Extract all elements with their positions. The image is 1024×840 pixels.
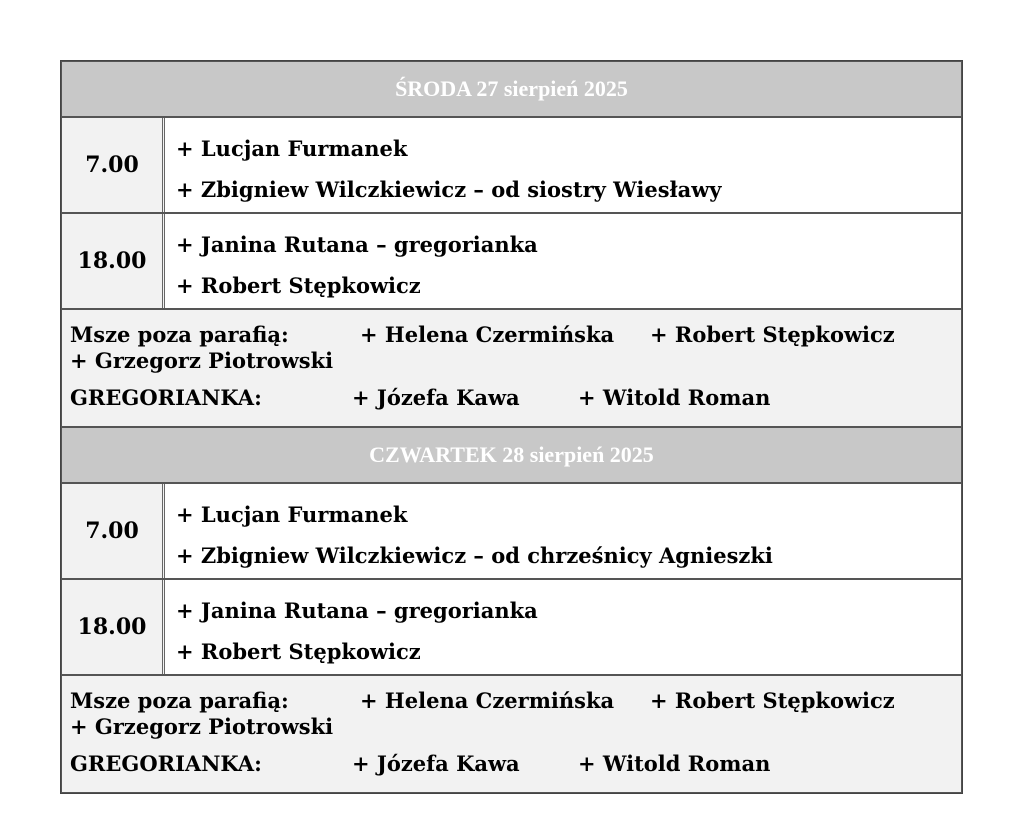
gregorian-intention: + Witold Roman xyxy=(578,751,771,776)
intention: + Lucjan Furmanek xyxy=(176,136,408,161)
outside-intention: + Robert Stępkowicz xyxy=(650,322,895,347)
intention: + Zbigniew Wilczkiewicz – od chrześnicy Agnieszki xyxy=(176,543,773,568)
outside-parish-block xyxy=(61,675,962,793)
day-title: ŚRODA 27 sierpień 2025 xyxy=(395,76,628,101)
mass-time: 7.00 xyxy=(62,484,165,578)
outside-intention: + Helena Czermińska xyxy=(360,688,615,713)
outside-parish-label: Msze poza parafią: xyxy=(70,322,289,347)
outside-intention: + Helena Czermińska xyxy=(360,322,615,347)
day-title: CZWARTEK 28 sierpień 2025 xyxy=(369,442,654,467)
day-header-wednesday xyxy=(61,61,962,117)
outside-parish-label: Msze poza parafią: xyxy=(70,688,289,713)
outside-intention: + Grzegorz Piotrowski xyxy=(70,714,334,739)
mass-row xyxy=(61,483,962,579)
mass-time: 7.00 xyxy=(62,118,165,212)
intention: + Janina Rutana – gregorianka xyxy=(176,598,538,623)
gregorian-intention: + Józefa Kawa xyxy=(352,751,520,776)
mass-row xyxy=(61,213,962,309)
intention: + Janina Rutana – gregorianka xyxy=(176,232,538,257)
day-header-thursday xyxy=(61,427,962,483)
outside-parish-block xyxy=(61,309,962,427)
intentions xyxy=(165,118,961,212)
gregorian-line xyxy=(70,384,953,412)
outside-intention: + Robert Stępkowicz xyxy=(650,688,895,713)
intention: + Robert Stępkowicz xyxy=(176,273,421,298)
intentions xyxy=(165,214,961,308)
mass-row xyxy=(61,579,962,675)
outside-intention: + Grzegorz Piotrowski xyxy=(70,348,334,373)
gregorian-line xyxy=(70,750,953,778)
gregorian-intention: + Józefa Kawa xyxy=(352,385,520,410)
outside-parish-line xyxy=(70,688,953,714)
mass-time: 18.00 xyxy=(62,580,165,674)
intention: + Robert Stępkowicz xyxy=(176,639,421,664)
gregorian-intention: + Witold Roman xyxy=(578,385,771,410)
intentions xyxy=(165,580,961,674)
mass-row xyxy=(61,117,962,213)
gregorian-label: GREGORIANKA: xyxy=(70,751,262,776)
intentions xyxy=(165,484,961,578)
gregorian-label: GREGORIANKA: xyxy=(70,385,262,410)
mass-time: 18.00 xyxy=(62,214,165,308)
outside-parish-line xyxy=(70,322,953,348)
intention: + Zbigniew Wilczkiewicz – od siostry Wiesławy xyxy=(176,177,722,202)
mass-schedule xyxy=(60,60,963,794)
intention: + Lucjan Furmanek xyxy=(176,502,408,527)
